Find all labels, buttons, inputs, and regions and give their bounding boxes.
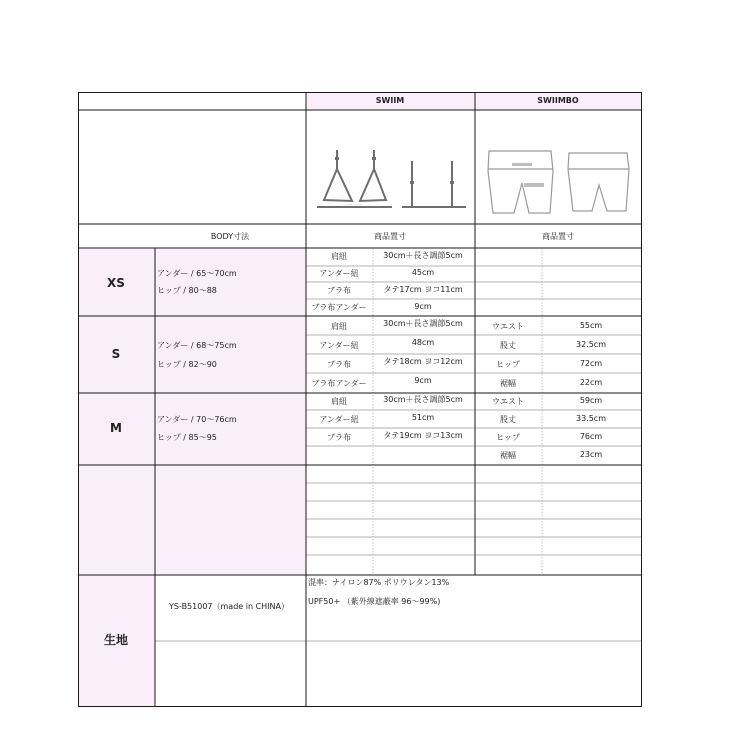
s-under-range: アンダー / 68～75cm xyxy=(157,341,237,350)
body-size-header: BODY寸法 xyxy=(210,232,250,241)
s-top-value-3: タテ18cm ヨコ12cm xyxy=(383,357,463,366)
s-bottom-value-1: 55cm xyxy=(579,321,603,330)
xs-top-value-3: タテ17cm ヨコ11cm xyxy=(383,285,463,294)
s-bottom-value-4: 22cm xyxy=(579,378,603,387)
product-size-header-swiimbo: 商品置寸 xyxy=(542,232,574,241)
s-top-value-4: 9cm xyxy=(414,376,432,385)
s-hip-range: ヒップ / 82～90 xyxy=(157,360,217,369)
bikini-bottom-illustration xyxy=(484,147,634,217)
s-top-item-4: ブラ布アンダー xyxy=(311,379,367,388)
s-bottom-item-2: 股丈 xyxy=(500,341,516,350)
fabric-code: YS-B51007（made in CHINA） xyxy=(169,602,289,611)
s-bottom-value-3: 72cm xyxy=(579,359,603,368)
s-bottom-value-2: 32.5cm xyxy=(575,340,607,349)
xs-top-item-4: ブラ布アンダー xyxy=(311,303,367,312)
s-bottom-item-4: 裾幅 xyxy=(500,379,516,388)
m-bottom-value-2: 33.5cm xyxy=(575,414,607,423)
s-top-value-1: 30cm＋長さ調節5cm xyxy=(383,319,463,328)
m-bottom-value-3: 76cm xyxy=(579,432,603,441)
m-top-item-2: アンダー紐 xyxy=(319,415,359,424)
bikini-top-illustration xyxy=(312,145,472,215)
fabric-upf: UPF50+ （紫外線遮蔽率 96～99%) xyxy=(308,597,441,606)
m-bottom-value-4: 23cm xyxy=(579,450,603,459)
header-swiimbo: SWIIMBO xyxy=(537,96,579,105)
size-label-m: M xyxy=(110,421,122,435)
s-top-item-1: 肩紐 xyxy=(331,322,347,331)
xs-top-value-4: 9cm xyxy=(414,302,432,311)
s-top-value-2: 48cm xyxy=(411,338,435,347)
s-bottom-item-3: ヒップ xyxy=(496,360,520,369)
m-top-item-1: 肩紐 xyxy=(331,397,347,406)
m-top-value-1: 30cm＋長さ調節5cm xyxy=(383,395,463,404)
m-top-value-3: タテ19cm ヨコ13cm xyxy=(383,431,463,440)
xs-top-item-2: アンダー紐 xyxy=(319,269,359,278)
s-bottom-item-1: ウエスト xyxy=(492,322,524,331)
header-swiim: SWIIM xyxy=(375,96,405,105)
fabric-label: 生地 xyxy=(103,633,129,647)
m-hip-range: ヒップ / 85～95 xyxy=(157,433,217,442)
m-bottom-item-2: 股丈 xyxy=(500,415,516,424)
m-top-value-2: 51cm xyxy=(411,413,435,422)
product-size-header-swiim: 商品置寸 xyxy=(374,232,406,241)
m-top-item-3: ブラ布 xyxy=(327,433,351,442)
xs-top-value-2: 45cm xyxy=(411,268,435,277)
m-bottom-value-1: 59cm xyxy=(579,396,603,405)
size-label-xs: XS xyxy=(107,276,125,290)
svg-text:····· · ·····: ····· · ····· xyxy=(345,202,363,207)
xs-hip-range: ヒップ / 80～88 xyxy=(157,286,217,295)
m-bottom-item-4: 裾幅 xyxy=(500,451,516,460)
m-bottom-item-1: ウエスト xyxy=(492,397,524,406)
m-bottom-item-3: ヒップ xyxy=(496,433,520,442)
size-label-s: S xyxy=(111,347,121,361)
xs-under-range: アンダー / 65～70cm xyxy=(157,269,237,278)
xs-top-item-1: 肩紐 xyxy=(331,252,347,261)
m-under-range: アンダー / 70～76cm xyxy=(157,415,237,424)
s-top-item-2: アンダー紐 xyxy=(319,341,359,350)
xs-top-value-1: 30cm＋長さ調節5cm xyxy=(383,251,463,260)
xs-top-item-3: ブラ布 xyxy=(327,286,351,295)
fabric-composition: 混率：ナイロン87% ポリウレタン13% xyxy=(308,578,450,587)
s-top-item-3: ブラ布 xyxy=(327,360,351,369)
